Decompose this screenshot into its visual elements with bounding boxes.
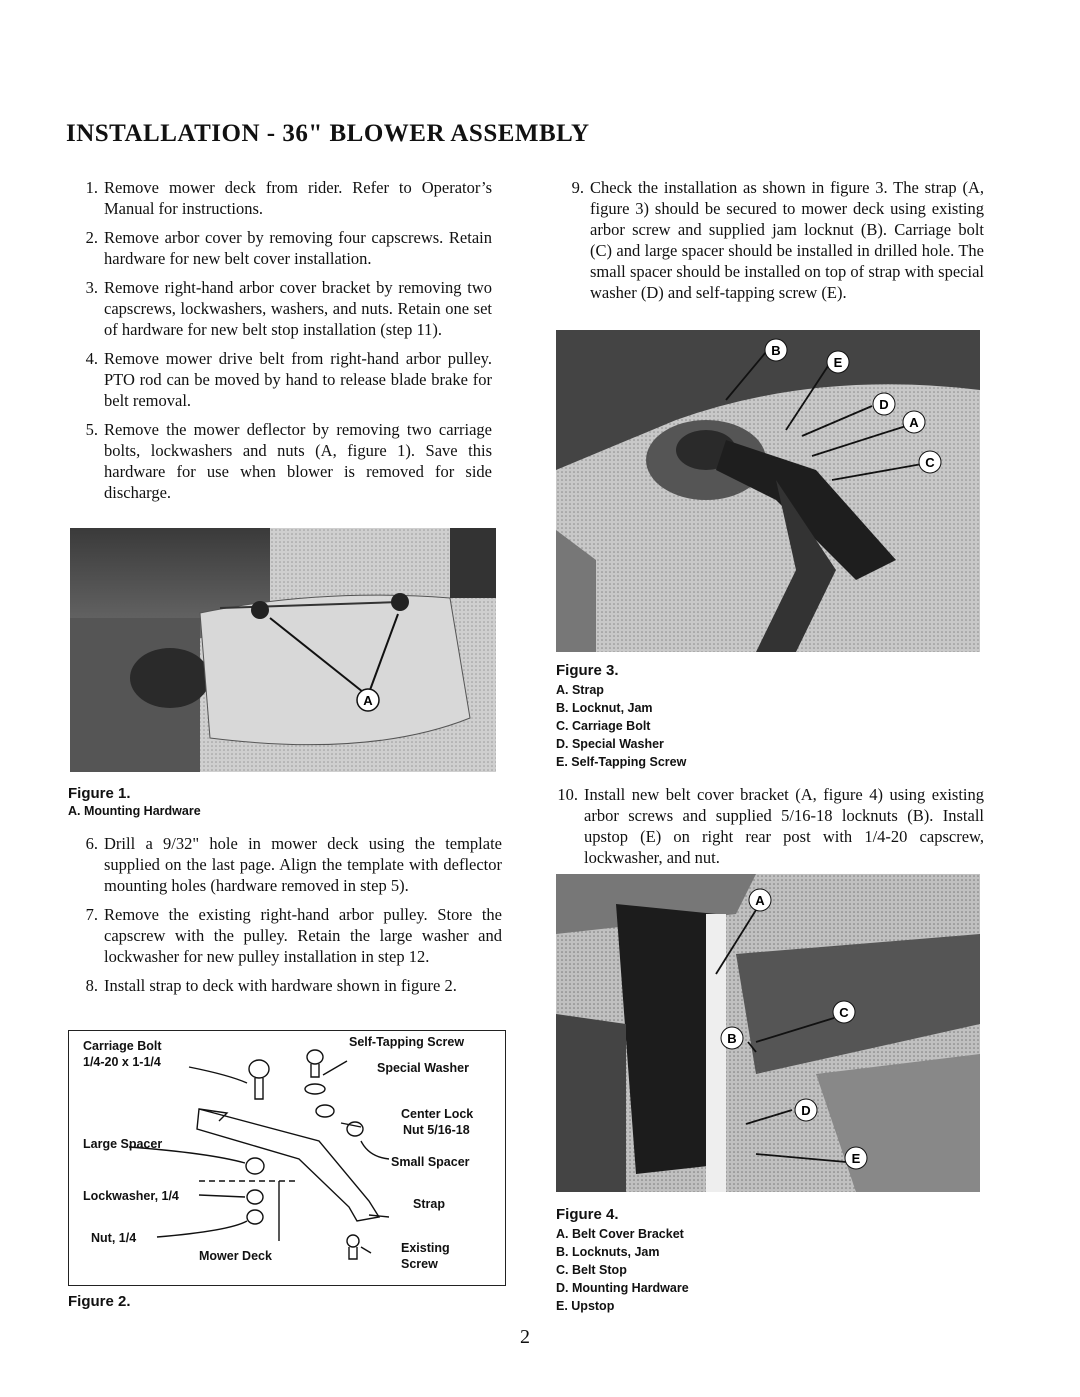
steps-left-2 (60, 833, 502, 1004)
label-existing: Existing (401, 1241, 450, 1255)
step-item: 4. Remove mower drive belt from right-hand arbor pulley. PTO rod can be moved by hand to release blade brake for belt removal. (85, 349, 492, 410)
step-item: 5. Remove the mower deflector by removing two carriage bolts, lockwashers and nuts (A, figure 1). Save this hardware for use when blower is removed for side discharge. (85, 420, 492, 502)
steps-left (60, 177, 492, 511)
step-item: 3. Remove right-hand arbor cover bracket by removing two capscrews, lockwashers, washers, and nuts. Retain one set of hardware for new belt stop installation (step 11). (85, 278, 492, 339)
page-number: 2 (520, 1326, 530, 1348)
figure-4-item: A. Belt Cover Bracket (556, 1227, 684, 1241)
callout-b: B (727, 1031, 737, 1046)
figure-3-item: A. Strap (556, 683, 604, 697)
label-lockwasher: Lockwasher, 1/4 (83, 1189, 179, 1203)
figure-1-items (68, 802, 201, 820)
step-item: 1. Remove mower deck from rider. Refer to Operator’s Manual for instructions. (85, 178, 492, 218)
figure-4-items (556, 1225, 689, 1315)
figure-4-item: C. Belt Stop (556, 1263, 627, 1277)
page-title: INSTALLATION - 36" BLOWER ASSEMBLY (66, 120, 590, 147)
figure-3-item: E. Self-Tapping Screw (556, 755, 687, 769)
label-center-lock: Center Lock (401, 1107, 474, 1121)
figure-3-item: B. Locknut, Jam (556, 701, 653, 715)
figure-2-diagram (68, 1030, 506, 1286)
figure-3-photo (556, 330, 980, 652)
callout-a: A (363, 693, 373, 708)
step-item: 9. Check the installation as shown in figure 3. The strap (A, figure 3) should be secured to mower deck using existing arbor screw and supplied jam locknut (B). Carriage bolt (C) and large spacer should be installed in drilled hole. The small spacer should be installed on top of strap with special washer (D) and self-tapping screw (E). (571, 178, 984, 302)
label-small-spacer: Small Spacer (391, 1155, 470, 1169)
step-item: 8. Install strap to deck with hardware shown in figure 2. (85, 976, 457, 995)
figure-4-item: D. Mounting Hardware (556, 1281, 689, 1295)
label-carriage-bolt-size: 1/4-20 x 1-1/4 (83, 1055, 161, 1069)
callout-e: E (833, 355, 843, 370)
figure-4-photo (556, 874, 980, 1192)
figure-4-item: B. Locknuts, Jam (556, 1245, 660, 1259)
figure-1-photo (70, 528, 496, 772)
step-item: 6. Drill a 9/32" hole in mower deck using the template supplied on the last page. Align the template with deflector mounting holes (hardware removed in step 5). (85, 834, 502, 895)
callout-a: A (909, 415, 919, 430)
callout-b: B (771, 343, 781, 358)
callout-c: C (839, 1005, 849, 1020)
callout-a: A (755, 893, 765, 908)
callout-d: D (801, 1103, 811, 1118)
step-item: 10. Install new belt cover bracket (A, figure 4) using existing arbor screws and supplied 5/16-18 locknuts (B). Install upstop (E) on right rear post with 1/4-20 capscrew, lockwasher, and nut. (557, 785, 984, 867)
step-item: 7. Remove the existing right-hand arbor pulley. Store the capscrew with the pulley. Retain the large washer and lockwasher for new pulley installation in step 12. (85, 905, 502, 966)
figure-3-item: D. Special Washer (556, 737, 664, 751)
figure-1-caption: Figure 1. (68, 785, 131, 802)
callout-e: E (851, 1151, 861, 1166)
callout-d: D (879, 397, 889, 412)
figure-2-caption: Figure 2. (68, 1293, 131, 1310)
label-self-tapping-screw: Self-Tapping Screw (349, 1035, 465, 1049)
figure-1-item: A. Mounting Hardware (68, 804, 201, 818)
label-mower-deck: Mower Deck (199, 1249, 272, 1263)
figure-3-caption: Figure 3. (556, 662, 619, 679)
figure-3-items (556, 681, 686, 771)
figure-3-item: C. Carriage Bolt (556, 719, 651, 733)
callout-c: C (925, 455, 935, 470)
label-nut: Nut, 1/4 (91, 1231, 137, 1245)
figure-4-caption: Figure 4. (556, 1206, 619, 1223)
label-strap: Strap (413, 1197, 445, 1211)
label-large-spacer: Large Spacer (83, 1137, 163, 1151)
label-screw: Screw (401, 1257, 438, 1271)
label-special-washer: Special Washer (377, 1061, 469, 1075)
label-carriage-bolt: Carriage Bolt (83, 1039, 162, 1053)
label-center-lock-nut: Nut 5/16-18 (403, 1123, 470, 1137)
steps-right (546, 177, 984, 311)
steps-right-2 (540, 784, 984, 876)
figure-4-item: E. Upstop (556, 1299, 615, 1313)
step-item: 2. Remove arbor cover by removing four capscrews. Retain hardware for new belt cover installation. (85, 228, 492, 268)
